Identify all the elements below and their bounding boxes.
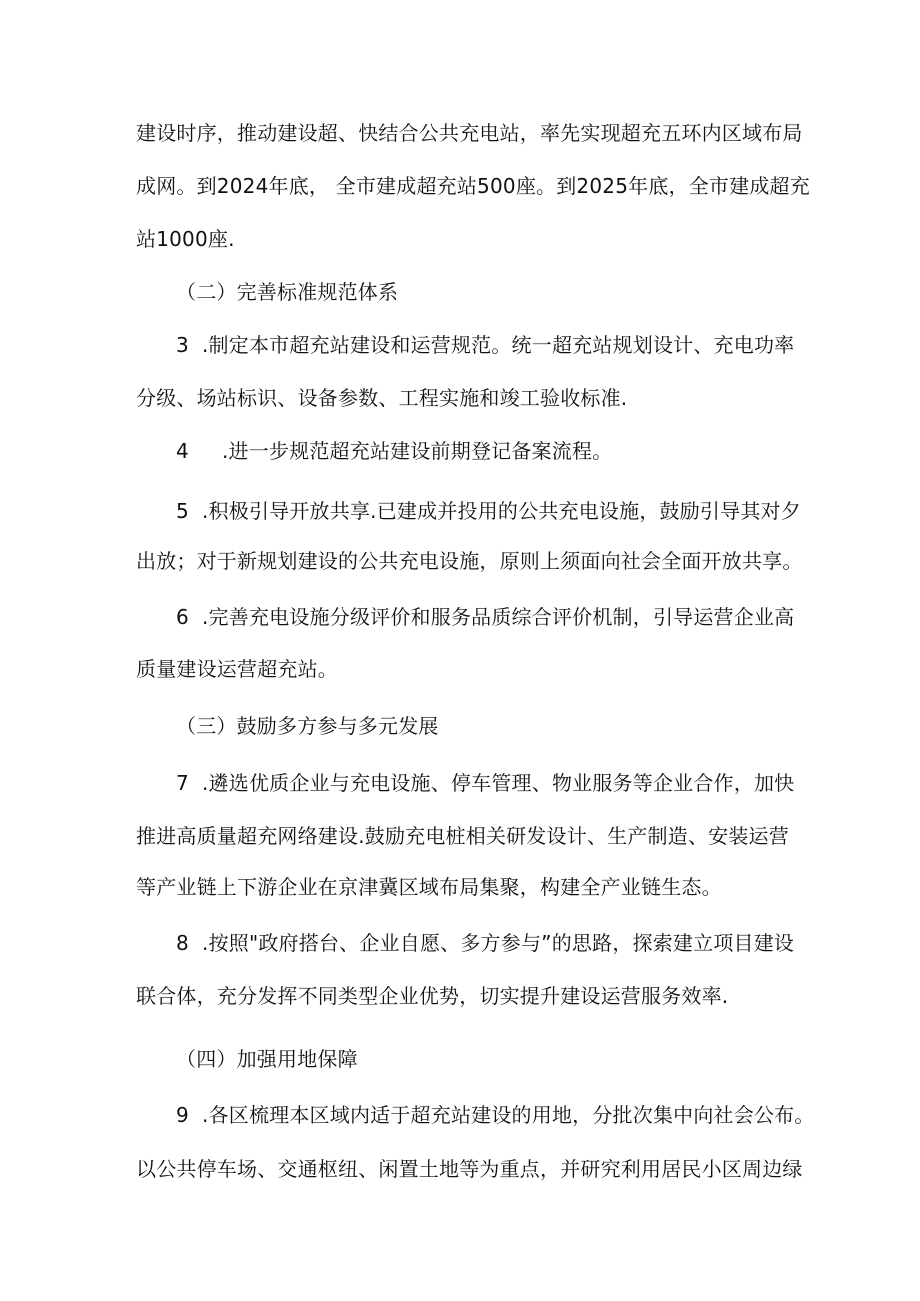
list-item <box>176 438 836 464</box>
paragraph-line: 推进高质量超充网络建设.鼓励充电桩相关研发设计、生产制造、安装运营 <box>136 824 789 848</box>
paragraph-line: .遴选优质企业与充电设施、停车管理、物业服务等企业合作，加快 <box>202 771 795 795</box>
paragraph-line: 出放；对于新规划建设的公共充电设施，原则上须面向社会全面开放共享。 <box>136 549 803 573</box>
paragraph-line: 成网。到2024年底， 全市建成超充站500座。到2025年底，全市建成超充 <box>136 174 810 198</box>
list-item <box>176 1102 836 1128</box>
paragraph-line: .积极引导开放共享.已建成并投用的公共充电设施，鼓励引导其对夕 <box>202 499 801 523</box>
section-heading: （四）加强用地保障 <box>176 1047 358 1071</box>
item-number: 9 <box>176 1103 189 1127</box>
paragraph-line: 联合体，充分发挥不同类型企业优势，切实提升建设运营服务效率. <box>136 984 729 1008</box>
list-item <box>176 498 836 524</box>
paragraph-line: 分级、场站标识、设备参数、工程实施和竣工验收标准. <box>136 386 628 410</box>
paragraph-line: 建设时序，推动建设超、快结合公共充电站，率先实现超充五环内区域布局 <box>136 121 803 145</box>
list-item <box>176 770 836 796</box>
section-heading: （二）完善标准规范体系 <box>176 280 399 304</box>
list-item <box>176 930 836 956</box>
paragraph-line: 等产业链上下游企业在京津冀区域布局集聚，构建全产业链生态。 <box>136 875 722 899</box>
paragraph-line: 站1000座. <box>136 227 235 251</box>
paragraph-line: .制定本市超充站建设和运营规范。统一超充站规划设计、充电功率 <box>202 333 795 357</box>
item-number: 4 <box>176 439 189 463</box>
paragraph-line: .各区梳理本区域内适于超充站建设的用地，分批次集中向社会公布。 <box>202 1103 815 1127</box>
list-item <box>176 604 836 630</box>
section-heading: （三）鼓励多方参与多元发展 <box>176 714 439 738</box>
item-number: 8 <box>176 931 189 955</box>
item-number: 6 <box>176 605 189 629</box>
paragraph-line: 以公共停车场、交通枢纽、闲置土地等为重点，并研究利用居民小区周边绿 <box>136 1157 803 1181</box>
list-item <box>176 332 836 358</box>
item-number: 7 <box>176 771 189 795</box>
paragraph-line: 质量建设运营超充站。 <box>136 657 338 681</box>
item-number: 3 <box>176 333 189 357</box>
paragraph-line: .按照"政府搭台、企业自愿、多方参与”的思路，探索建立项目建设 <box>202 931 795 955</box>
paragraph-line: .完善充电设施分级评价和服务品质综合评价机制，引导运营企业高 <box>202 605 795 629</box>
paragraph-line: .进一步规范超充站建设前期登记备案流程。 <box>222 439 613 463</box>
item-number: 5 <box>176 499 189 523</box>
